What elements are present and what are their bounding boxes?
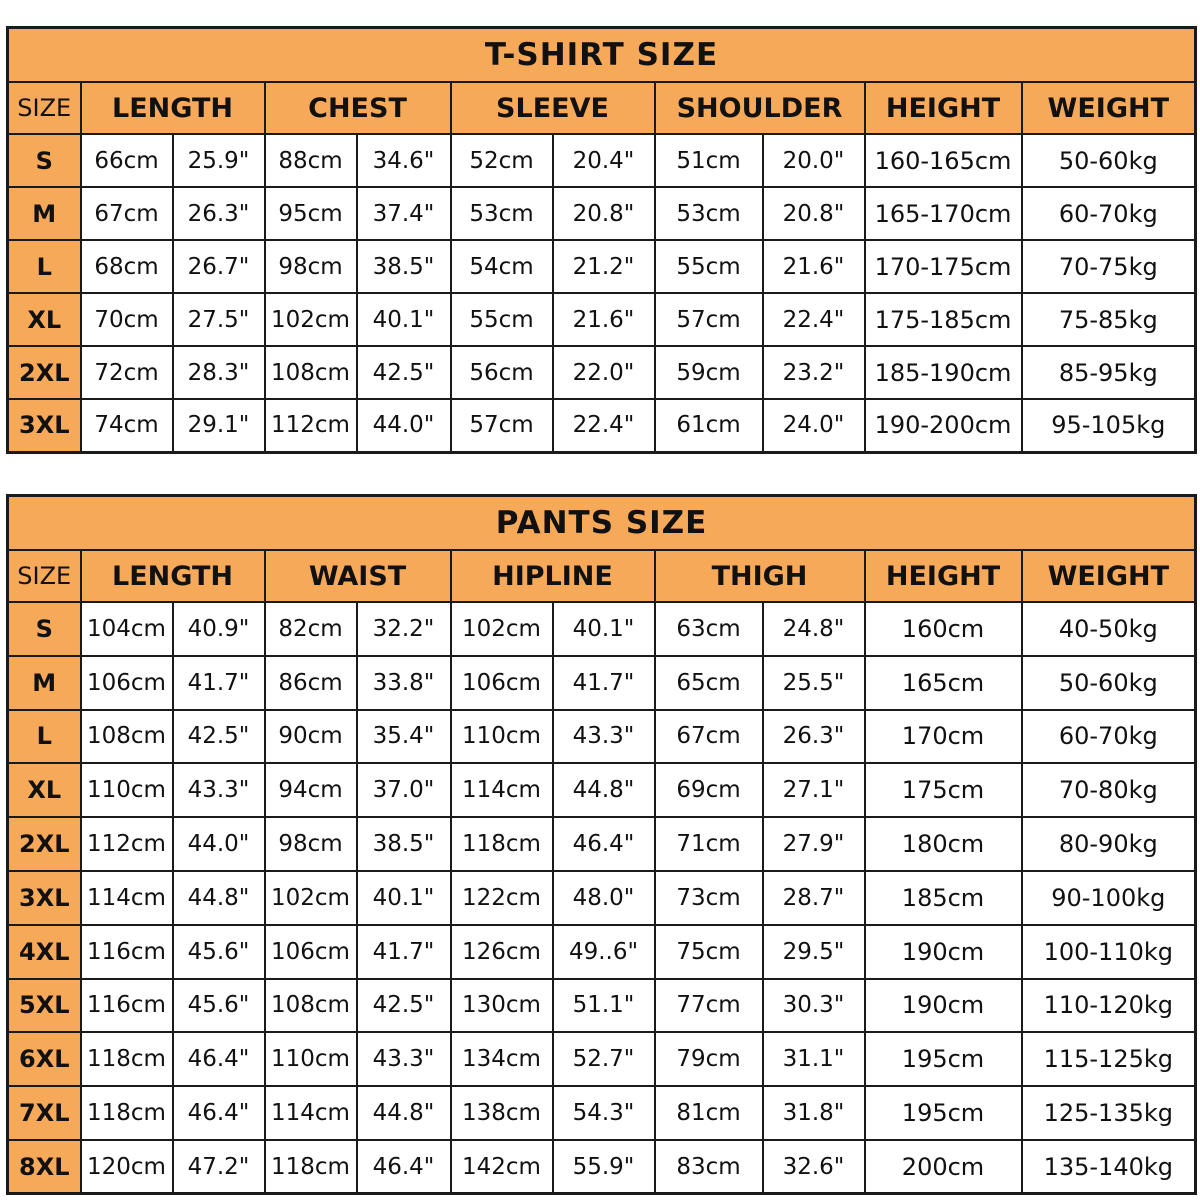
size-label-cell: XL xyxy=(8,763,81,817)
measurement-cell: 120cm xyxy=(81,1140,173,1194)
measurement-cell: 118cm xyxy=(81,1032,173,1086)
measurement-cell: 42.5" xyxy=(173,710,265,764)
pants-size-table xyxy=(6,494,1197,1195)
measurement-cell: 102cm xyxy=(265,293,357,346)
size-label-cell: 3XL xyxy=(8,871,81,925)
measurement-cell: 59cm xyxy=(655,346,763,399)
measurement-cell: 118cm xyxy=(265,1140,357,1194)
measurement-cell: 44.8" xyxy=(357,1086,451,1140)
measurement-cell: 130cm xyxy=(451,979,553,1033)
size-label-cell: 6XL xyxy=(8,1032,81,1086)
measurement-cell: 116cm xyxy=(81,979,173,1033)
measurement-cell: 79cm xyxy=(655,1032,763,1086)
measurement-cell: 108cm xyxy=(81,710,173,764)
measurement-cell: 56cm xyxy=(451,346,553,399)
measurement-cell: 106cm xyxy=(81,656,173,710)
tshirt-size-row xyxy=(8,293,1196,346)
size-label-cell: L xyxy=(8,240,81,293)
measurement-cell: 31.1" xyxy=(763,1032,865,1086)
measurement-cell: 55.9" xyxy=(553,1140,655,1194)
measurement-cell: 42.5" xyxy=(357,979,451,1033)
measurement-cell: 190-200cm xyxy=(865,399,1022,452)
measurement-cell: 77cm xyxy=(655,979,763,1033)
measurement-cell: 28.3" xyxy=(173,346,265,399)
measurement-cell: 37.0" xyxy=(357,763,451,817)
measurement-cell: 73cm xyxy=(655,871,763,925)
measurement-cell: 122cm xyxy=(451,871,553,925)
measurement-cell: 48.0" xyxy=(553,871,655,925)
pants-size-row xyxy=(8,871,1196,925)
measurement-cell: 60-70kg xyxy=(1022,187,1196,240)
measurement-cell: 27.9" xyxy=(763,817,865,871)
measurement-cell: 83cm xyxy=(655,1140,763,1194)
measurement-cell: 110cm xyxy=(81,763,173,817)
tshirt-header-length: LENGTH xyxy=(81,82,265,134)
measurement-cell: 112cm xyxy=(81,817,173,871)
measurement-cell: 32.6" xyxy=(763,1140,865,1194)
measurement-cell: 160cm xyxy=(865,602,1022,656)
measurement-cell: 114cm xyxy=(265,1086,357,1140)
pants-table-body xyxy=(8,602,1196,1194)
tshirt-header-chest: CHEST xyxy=(265,82,451,134)
pants-header-height: HEIGHT xyxy=(865,550,1022,602)
size-label-cell: S xyxy=(8,134,81,187)
measurement-cell: 49..6" xyxy=(553,925,655,979)
measurement-cell: 33.8" xyxy=(357,656,451,710)
measurement-cell: 138cm xyxy=(451,1086,553,1140)
measurement-cell: 185cm xyxy=(865,871,1022,925)
measurement-cell: 46.4" xyxy=(553,817,655,871)
measurement-cell: 75-85kg xyxy=(1022,293,1196,346)
measurement-cell: 43.3" xyxy=(173,763,265,817)
measurement-cell: 23.2" xyxy=(763,346,865,399)
measurement-cell: 63cm xyxy=(655,602,763,656)
measurement-cell: 31.8" xyxy=(763,1086,865,1140)
measurement-cell: 43.3" xyxy=(553,710,655,764)
measurement-cell: 102cm xyxy=(451,602,553,656)
measurement-cell: 37.4" xyxy=(357,187,451,240)
measurement-cell: 71cm xyxy=(655,817,763,871)
measurement-cell: 190cm xyxy=(865,925,1022,979)
measurement-cell: 57cm xyxy=(655,293,763,346)
measurement-cell: 26.3" xyxy=(173,187,265,240)
measurement-cell: 44.0" xyxy=(173,817,265,871)
measurement-cell: 98cm xyxy=(265,240,357,293)
measurement-cell: 112cm xyxy=(265,399,357,452)
measurement-cell: 90-100kg xyxy=(1022,871,1196,925)
measurement-cell: 57cm xyxy=(451,399,553,452)
measurement-cell: 43.3" xyxy=(357,1032,451,1086)
pants-size-row xyxy=(8,925,1196,979)
measurement-cell: 22.4" xyxy=(553,399,655,452)
measurement-cell: 94cm xyxy=(265,763,357,817)
measurement-cell: 118cm xyxy=(451,817,553,871)
measurement-cell: 110cm xyxy=(451,710,553,764)
measurement-cell: 20.8" xyxy=(553,187,655,240)
measurement-cell: 75cm xyxy=(655,925,763,979)
measurement-cell: 27.5" xyxy=(173,293,265,346)
pants-header-row xyxy=(8,550,1196,602)
measurement-cell: 21.6" xyxy=(763,240,865,293)
size-label-cell: 5XL xyxy=(8,979,81,1033)
measurement-cell: 38.5" xyxy=(357,240,451,293)
measurement-cell: 72cm xyxy=(81,346,173,399)
measurement-cell: 70-75kg xyxy=(1022,240,1196,293)
tshirt-header-sleeve: SLEEVE xyxy=(451,82,655,134)
measurement-cell: 45.6" xyxy=(173,979,265,1033)
measurement-cell: 142cm xyxy=(451,1140,553,1194)
measurement-cell: 61cm xyxy=(655,399,763,452)
measurement-cell: 52cm xyxy=(451,134,553,187)
measurement-cell: 26.7" xyxy=(173,240,265,293)
measurement-cell: 46.4" xyxy=(173,1086,265,1140)
pants-header-length: LENGTH xyxy=(81,550,265,602)
measurement-cell: 28.7" xyxy=(763,871,865,925)
measurement-cell: 25.9" xyxy=(173,134,265,187)
measurement-cell: 116cm xyxy=(81,925,173,979)
measurement-cell: 54cm xyxy=(451,240,553,293)
measurement-cell: 29.1" xyxy=(173,399,265,452)
measurement-cell: 170-175cm xyxy=(865,240,1022,293)
tshirt-header-weight: WEIGHT xyxy=(1022,82,1196,134)
measurement-cell: 118cm xyxy=(81,1086,173,1140)
pants-size-row xyxy=(8,710,1196,764)
measurement-cell: 55cm xyxy=(655,240,763,293)
measurement-cell: 45.6" xyxy=(173,925,265,979)
measurement-cell: 26.3" xyxy=(763,710,865,764)
size-label-cell: 3XL xyxy=(8,399,81,452)
measurement-cell: 88cm xyxy=(265,134,357,187)
measurement-cell: 175-185cm xyxy=(865,293,1022,346)
measurement-cell: 82cm xyxy=(265,602,357,656)
pants-size-row xyxy=(8,763,1196,817)
pants-size-row xyxy=(8,1140,1196,1194)
measurement-cell: 51cm xyxy=(655,134,763,187)
pants-header-hipline: HIPLINE xyxy=(451,550,655,602)
measurement-cell: 74cm xyxy=(81,399,173,452)
measurement-cell: 53cm xyxy=(451,187,553,240)
size-label-cell: XL xyxy=(8,293,81,346)
tshirt-table-body xyxy=(8,134,1196,452)
tshirt-header-row xyxy=(8,82,1196,134)
measurement-cell: 27.1" xyxy=(763,763,865,817)
size-label-cell: 7XL xyxy=(8,1086,81,1140)
measurement-cell: 114cm xyxy=(451,763,553,817)
measurement-cell: 160-165cm xyxy=(865,134,1022,187)
measurement-cell: 86cm xyxy=(265,656,357,710)
measurement-cell: 53cm xyxy=(655,187,763,240)
measurement-cell: 70cm xyxy=(81,293,173,346)
tshirt-size-row xyxy=(8,399,1196,452)
measurement-cell: 32.2" xyxy=(357,602,451,656)
size-label-cell: 4XL xyxy=(8,925,81,979)
measurement-cell: 24.8" xyxy=(763,602,865,656)
measurement-cell: 38.5" xyxy=(357,817,451,871)
tshirt-size-table xyxy=(6,26,1197,454)
tshirt-size-row xyxy=(8,134,1196,187)
measurement-cell: 95-105kg xyxy=(1022,399,1196,452)
measurement-cell: 54.3" xyxy=(553,1086,655,1140)
measurement-cell: 115-125kg xyxy=(1022,1032,1196,1086)
measurement-cell: 65cm xyxy=(655,656,763,710)
measurement-cell: 35.4" xyxy=(357,710,451,764)
measurement-cell: 81cm xyxy=(655,1086,763,1140)
measurement-cell: 41.7" xyxy=(357,925,451,979)
pants-size-row xyxy=(8,1086,1196,1140)
tshirt-header-size: SIZE xyxy=(8,82,81,134)
size-label-cell: 2XL xyxy=(8,346,81,399)
tshirt-header-height: HEIGHT xyxy=(865,82,1022,134)
measurement-cell: 85-95kg xyxy=(1022,346,1196,399)
pants-size-row xyxy=(8,1032,1196,1086)
measurement-cell: 125-135kg xyxy=(1022,1086,1196,1140)
pants-header-size: SIZE xyxy=(8,550,81,602)
measurement-cell: 20.0" xyxy=(763,134,865,187)
measurement-cell: 175cm xyxy=(865,763,1022,817)
measurement-cell: 25.5" xyxy=(763,656,865,710)
measurement-cell: 42.5" xyxy=(357,346,451,399)
measurement-cell: 98cm xyxy=(265,817,357,871)
tshirt-size-row xyxy=(8,187,1196,240)
measurement-cell: 41.7" xyxy=(553,656,655,710)
measurement-cell: 44.8" xyxy=(173,871,265,925)
measurement-cell: 47.2" xyxy=(173,1140,265,1194)
measurement-cell: 110cm xyxy=(265,1032,357,1086)
size-label-cell: M xyxy=(8,656,81,710)
measurement-cell: 106cm xyxy=(265,925,357,979)
measurement-cell: 44.8" xyxy=(553,763,655,817)
measurement-cell: 24.0" xyxy=(763,399,865,452)
measurement-cell: 108cm xyxy=(265,979,357,1033)
size-label-cell: 2XL xyxy=(8,817,81,871)
measurement-cell: 41.7" xyxy=(173,656,265,710)
measurement-cell: 170cm xyxy=(865,710,1022,764)
size-label-cell: 8XL xyxy=(8,1140,81,1194)
measurement-cell: 29.5" xyxy=(763,925,865,979)
size-label-cell: M xyxy=(8,187,81,240)
pants-size-row xyxy=(8,602,1196,656)
measurement-cell: 114cm xyxy=(81,871,173,925)
measurement-cell: 66cm xyxy=(81,134,173,187)
measurement-cell: 126cm xyxy=(451,925,553,979)
measurement-cell: 40.1" xyxy=(357,871,451,925)
measurement-cell: 69cm xyxy=(655,763,763,817)
measurement-cell: 46.4" xyxy=(357,1140,451,1194)
measurement-cell: 108cm xyxy=(265,346,357,399)
measurement-cell: 70-80kg xyxy=(1022,763,1196,817)
pants-header-thigh: THIGH xyxy=(655,550,865,602)
measurement-cell: 34.6" xyxy=(357,134,451,187)
tshirt-size-row xyxy=(8,240,1196,293)
measurement-cell: 40-50kg xyxy=(1022,602,1196,656)
measurement-cell: 52.7" xyxy=(553,1032,655,1086)
measurement-cell: 134cm xyxy=(451,1032,553,1086)
size-label-cell: S xyxy=(8,602,81,656)
measurement-cell: 20.8" xyxy=(763,187,865,240)
measurement-cell: 135-140kg xyxy=(1022,1140,1196,1194)
measurement-cell: 180cm xyxy=(865,817,1022,871)
measurement-cell: 51.1" xyxy=(553,979,655,1033)
measurement-cell: 40.1" xyxy=(357,293,451,346)
measurement-cell: 21.2" xyxy=(553,240,655,293)
measurement-cell: 110-120kg xyxy=(1022,979,1196,1033)
measurement-cell: 195cm xyxy=(865,1086,1022,1140)
pants-size-row xyxy=(8,817,1196,871)
measurement-cell: 80-90kg xyxy=(1022,817,1196,871)
measurement-cell: 102cm xyxy=(265,871,357,925)
measurement-cell: 67cm xyxy=(81,187,173,240)
measurement-cell: 190cm xyxy=(865,979,1022,1033)
measurement-cell: 21.6" xyxy=(553,293,655,346)
measurement-cell: 20.4" xyxy=(553,134,655,187)
measurement-cell: 106cm xyxy=(451,656,553,710)
measurement-cell: 55cm xyxy=(451,293,553,346)
measurement-cell: 165-170cm xyxy=(865,187,1022,240)
measurement-cell: 200cm xyxy=(865,1140,1022,1194)
measurement-cell: 50-60kg xyxy=(1022,656,1196,710)
measurement-cell: 50-60kg xyxy=(1022,134,1196,187)
measurement-cell: 67cm xyxy=(655,710,763,764)
measurement-cell: 40.9" xyxy=(173,602,265,656)
measurement-cell: 90cm xyxy=(265,710,357,764)
measurement-cell: 22.0" xyxy=(553,346,655,399)
pants-table-title: PANTS SIZE xyxy=(8,496,1196,551)
measurement-cell: 165cm xyxy=(865,656,1022,710)
measurement-cell: 95cm xyxy=(265,187,357,240)
measurement-cell: 68cm xyxy=(81,240,173,293)
measurement-cell: 195cm xyxy=(865,1032,1022,1086)
measurement-cell: 185-190cm xyxy=(865,346,1022,399)
measurement-cell: 30.3" xyxy=(763,979,865,1033)
tshirt-size-row xyxy=(8,346,1196,399)
measurement-cell: 40.1" xyxy=(553,602,655,656)
measurement-cell: 22.4" xyxy=(763,293,865,346)
measurement-cell: 60-70kg xyxy=(1022,710,1196,764)
tshirt-header-shoulder: SHOULDER xyxy=(655,82,865,134)
measurement-cell: 46.4" xyxy=(173,1032,265,1086)
pants-header-waist: WAIST xyxy=(265,550,451,602)
size-label-cell: L xyxy=(8,710,81,764)
pants-header-weight: WEIGHT xyxy=(1022,550,1196,602)
measurement-cell: 44.0" xyxy=(357,399,451,452)
measurement-cell: 100-110kg xyxy=(1022,925,1196,979)
pants-size-row xyxy=(8,979,1196,1033)
pants-size-row xyxy=(8,656,1196,710)
tshirt-table-title: T-SHIRT SIZE xyxy=(8,28,1196,83)
measurement-cell: 104cm xyxy=(81,602,173,656)
